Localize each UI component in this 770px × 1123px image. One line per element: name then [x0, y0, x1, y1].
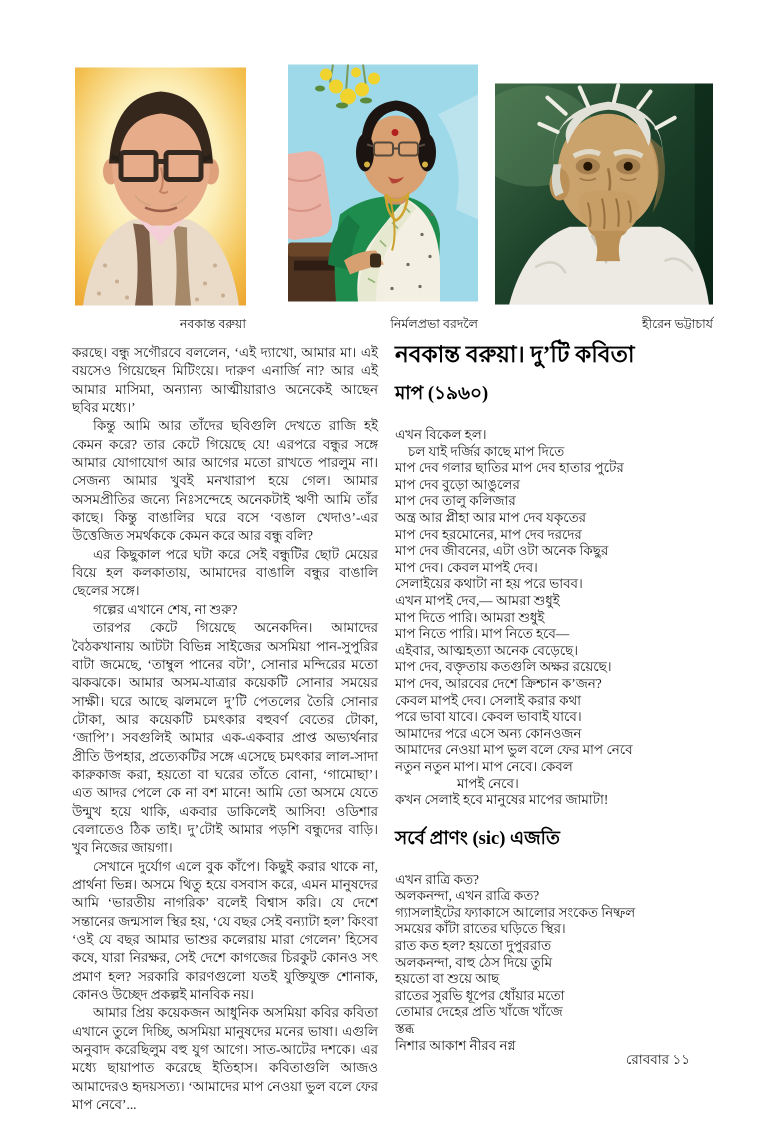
poem-line: মাপ দেব গলার ছাতির মাপ দেব হাতার পুটের — [395, 460, 624, 476]
poem-2-title: সর্বে প্রাণং (sic) এজতি — [395, 828, 560, 849]
poem-line: এখন রাত্রি কত? — [395, 871, 479, 887]
poem-line: রাত কত হল? হয়তো দুপুররাত — [395, 938, 552, 954]
poem-line: আমাদের নেওয়া মাপ ভুল বলে ফের মাপ নেবে — [395, 742, 633, 758]
photo-caption-nabakanta: নবকান্ত বরুয়া — [179, 317, 246, 331]
poem-line: নতুন নতুন মাপ। মাপ নেবে। কেবল — [395, 758, 573, 774]
poem-1-body — [395, 427, 717, 809]
photo-hiren-bhattacharya — [495, 83, 713, 305]
poem-line: অন্ত্র আর প্লীহা আর মাপ দেব যকৃতের — [395, 510, 587, 526]
photo-nirmalprabha-bordoloi — [288, 64, 478, 302]
article-paragraph: করছে। বন্ধু সগৌরবে বললেন, ‘এই দ্যাখো, আমার মা। এই বয়সেও গিয়েছেন মিটিংয়ে। দারুণ এনার্জি না? আর এই আমার মাসিমা, অন্যান্য আত্মীয়ারাও অনেকেই আছেন ছবির মধ্যে।’ — [72, 345, 378, 416]
poem-line: মাপ দিতে পারি। আমরা শুধুই — [395, 609, 545, 625]
photo-caption-hiren: হীরেন ভট্টাচার্য — [641, 317, 713, 331]
article-paragraph: তারপর কেটে গিয়েছে অনেকদিন। আমাদের বৈঠকখানায় আটটা বিভিন্ন সাইজের অসমিয়া পান-সুপুরির বাটা জমেছে, ‘তাম্বুল পানের বটা’, সোনার মন্দিরের মতো ঝকঝকে। আমার অসম-যাত্রার কয়েকটি সোনার সময়ের সাক্ষী। ঘরে আছে ঝলমলে দু’টি পেতলের তৈরি সোনার টোকা, আর কয়েকটি চমৎকার বহুবর্ণ বেতের টোকা, ‘জাপি’। সবগুলিই আমার এক-একবার প্রাপ্ত অভ্যর্থনার প্রীতি উপহার, প্রত্যেকটির সঙ্গে এসেছে চমৎকার লাল-সাদা কারুকাজ করা, হয়তো বা ঘরের তাঁতে বোনা, ‘গামোছা’। এত আদর পেলে কে না বশ মানে! আমি তো অসমে যেতে উন্মুখ হয়ে থাকি, একবার ডাকিলেই আসিব! ওডিশার বেলাতেও ঠিক তাই। দু’টোই আমার পড়শি বন্ধুদের বাড়ি। খুব নিজের জায়গা। — [72, 620, 378, 856]
poem-line: এখন বিকেল হল। — [395, 427, 487, 443]
poem-line: মাপ দেব, বক্তৃতায় কতগুলি অক্ষর রয়েছে। — [395, 659, 612, 675]
article-paragraph: কিন্তু আমি আর তাঁদের ছবিগুলি দেখতে রাজি হই কেমন করে? তার কেটে গিয়েছে যে! এরপরে বন্ধুর সঙ্গে আমার যোগাযোগ আর আগের মতো রাখতে পারলুম না। সেজন্য আমার খুবই মনখারাপ হয়ে গেল। আমার অসমপ্রীতির জন্যে নিঃসন্দেহে অনেকটাই ঋণী আমি তাঁর কাছে। কিন্তু বাঙালির ঘরে বসে ‘বঙাল খেদাও’-এর উত্তেজিত সমর্থককে কেমন করে আর বন্ধু বলি? — [72, 418, 378, 544]
poem-line: মাপ দেব তালু কলিজার — [395, 493, 516, 509]
article-paragraph: আমার প্রিয় কয়েকজন আধুনিক অসমিয়া কবির কবিতা এখানে তুলে দিচ্ছি, অসমিয়া মানুষদের মনের ভাষা। এগুলি অনুবাদ করেছিলুম বহু যুগ আগে। সাত-আটের দশকে। এর মধ্যে ছায়াপাত করেছে ইতিহাস। কবিতাগুলি আজও আমাদেরও হৃদয়সত্য। ‘আমাদের মাপ নেওয়া ভুল বলে ফের মাপ নেবে’... — [72, 1005, 378, 1113]
page-footer: রোববার ১১ — [625, 1052, 690, 1067]
poem-line: মাপই নেবে। — [457, 775, 519, 791]
poem-line: অলকনন্দা, এখন রাত্রি কত? — [395, 888, 540, 904]
article-paragraph: এর কিছুকাল পরে ঘটা করে সেই বন্ধুটির ছোট মেয়ের বিয়ে হল কলকাতায়, আমাদের বাঙালি বন্ধুর বাঙালি ছেলের সঙ্গে। — [72, 546, 378, 599]
poem-line: মাপ নিতে পারি। মাপ নিতে হবে— — [395, 626, 570, 642]
poem-line: মাপ দেব বুড়ো আঙুলের — [395, 476, 520, 492]
poetry-column — [395, 341, 717, 1054]
poem-line: তোমার দেহের প্রতি খাঁজে খাঁজে — [395, 1004, 563, 1020]
portrait-nabakanta-illustration — [75, 67, 246, 306]
poem-line: রাতের সুরভি ধূপের ধোঁয়ার মতো — [395, 987, 565, 1003]
poem-line: পরে ভাবা যাবে। কেবল ভাবাই যাবে। — [395, 709, 582, 725]
poem-line: এইবার, আত্মহত্যা অনেক বেড়েছে। — [395, 642, 579, 658]
poem-line: স্তব্ধ — [395, 1021, 415, 1037]
poem-line: মাপ দেব জীবনের, এটা ওটা অনেক কিছুর — [395, 543, 609, 559]
article-paragraph: সেখানে দুর্যোগ এলে বুক কাঁপে। কিছুই করার থাকে না, প্রার্থনা ভিন্ন। অসমে থিতু হয়ে বসবাস করে, এমন মানুষদের আমি ‘ভারতীয় নাগরিক’ বলেই বিশ্বাস করি। যে দেশে সন্তানের জন্মসাল স্থির হয়, ‘যে বছর সেই বন্যাটা হল’ কিংবা ‘ওই যে বছর আমার ভাশুর কলেরায় মারা গেলেন’ হিসেব কষে, যারা নিরক্ষর, সেই দেশে কাগজের চিরকুট কোনও সৎ প্রমাণ হল? সরকারি কারণগুলো যতই যুক্তিযুক্ত শোনাক, কোনও উচ্ছেদ প্রকল্পই মানবিক নয়। — [72, 858, 378, 1003]
poem-2-body — [395, 872, 717, 1055]
article-paragraph: গল্পের এখানে শেষ, না শুরু? — [93, 601, 238, 617]
poem-line: চল যাই দর্জির কাছে মাপ দিতে — [408, 443, 565, 459]
poem-line: মাপ দেব। কেবল মাপই দেব। — [395, 559, 538, 575]
poem-line: সেলাইয়ের কথাটা না হয় পরে ভাবব। — [395, 576, 583, 592]
poem-line: কখন সেলাই হবে মানুষের মাপের জামাটা! — [395, 792, 609, 808]
photo-caption-nirmalprabha: নির্মলপ্রভা বরদলৈ — [390, 317, 478, 331]
poem-line: আমাদের পরে এসে অন্য কোনওজন — [395, 725, 582, 741]
poem-line: নিশার আকাশ নীরব নগ্ন — [395, 1037, 516, 1053]
poem-line: কেবল মাপই দেব। সেলাই করার কথা — [395, 692, 582, 708]
poem-line: মাপ দেব হরমোনের, মাপ দেব দরদের — [395, 526, 582, 542]
poem-line: হয়তো বা শুয়ে আছ — [395, 971, 500, 987]
portrait-nirmalprabha-illustration — [288, 64, 478, 302]
poem-line: এখন মাপই দেব,— আমরা শুধুই — [395, 592, 560, 608]
poem-1-title: মাপ (১৯৬০) — [395, 384, 489, 405]
article-column — [72, 344, 378, 1114]
poem-line: সময়ের কাঁটা রাতের ঘড়িতে স্থির। — [395, 921, 566, 937]
poem-line: মাপ দেব, আরবের দেশে ক্রিশ্চান ক’জন? — [395, 675, 602, 691]
portrait-hiren-illustration — [495, 83, 713, 305]
poem-line: গ্যাসলাইটের ফ্যাকাসে আলোর সংকেত নিষ্ফল — [395, 904, 636, 920]
poem-line: অলকনন্দা, বাহু ঠেস দিয়ে তুমি — [395, 954, 553, 970]
photo-nabakanta-barua — [75, 67, 246, 306]
poetry-section-title: নবকান্ত বরুয়া। দু’টি কবিতা — [395, 342, 635, 367]
